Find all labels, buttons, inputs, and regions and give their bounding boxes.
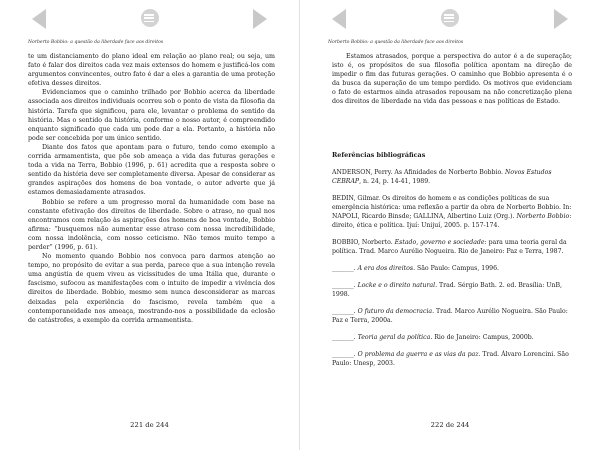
running-head: Norberto Bobbio: a questão da liberdade face aos direitos [28, 40, 164, 45]
paragraph: Bobbio se refere a um progresso moral da humanidade com base na constante efetivação dos direitos de liberdade. Sobre o atraso, no qual nos encontramos com relação às aspirações dos homens de boa vontade, Bobbio afirma: “busquemos não aumentar esse atraso com nossa incredibilidade, com nossa indolência, com nosso ceticismo. Não temos muito tempo a perder” (1996, p. 61). [28, 198, 275, 251]
reference-item: _______. Locke e o direito natural. Trad. Sérgio Bath. 2. ed. Brasília: UnB, 1998. [332, 282, 563, 298]
right-page [300, 0, 600, 450]
references-list [332, 168, 574, 376]
reference-item: BOBBIO, Norberto. Estado, governo e sociedade: para uma teoria geral da política. Trad. Marco Aurélio Nogueira. Rio de Janeiro: Paz e Terra, 1987. [332, 239, 567, 255]
prev-page-arrow-icon[interactable] [32, 9, 46, 29]
right-toolbar [300, 0, 600, 36]
next-page-arrow-icon[interactable] [253, 9, 267, 29]
section-title: Referências bibliográficas [332, 151, 426, 159]
reference-item: ANDERSON, Perry. As Afinidades de Norberto Bobbio. Novos Estudos CEBRAP, n. 24, p. 14-41, 1989. [332, 169, 552, 185]
left-body-text [28, 52, 275, 325]
reference-item: _______. A era dos direitos. São Paulo: Campus, 1996. [332, 265, 499, 272]
left-toolbar [0, 0, 299, 36]
paragraph: Diante dos fatos que apontam para o futuro, tendo como exemplo a corrida armamentista, que põe sob ameaça a vida das futuras gerações e toda a vida na Terra, Bobbio (1996, p. 61) acredita que a resposta sobre o sentido da história deve ser completamente diversa. Apesar de considerar as grandes aspirações dos homens de boa vontade, o autor adverte que já estamos demasiadamente atrasados. [28, 143, 275, 197]
menu-button[interactable] [441, 9, 459, 27]
reference-item: _______. O problema da guerra e as vias da paz. Trad. Álvaro Lorencini. São Paulo: Unesp, 2003. [332, 351, 569, 367]
paragraph: Evidenciamos que o caminho trilhado por Bobbio acerca da liberdade associada aos direitos individuais ocorreu sob o ponto de vista da filosofia da história. Tarefa que significou, para ele, levantar o problema do sentido da história. Mas o sentido da história, conforme o nosso autor, é compreendido enquanto significado que cada um pode dar a ela. Portanto, a história não pode ser concebida por um único sentido. [28, 89, 275, 142]
paragraph: te um distanciamento do plano ideal em relação ao plano real; ou seja, um fato é falar dos direitos cada vez mais extensos do homem e justificá-los com argumentos convincentes, outro fato é dar a eles a garantia de uma proteção efetiva desses direitos. [28, 53, 275, 88]
paragraph: Estamos atrasados, porque a perspectiva do autor é a de superação; isto é, os propósitos de sua filosofia política apontam na direção de impedir o fim das futuras gerações. O caminho que Bobbio apresenta é o da busca da superação de um tempo perdido. Os motivos que evidenciam o fato de estarmos ainda atrasados repousam na não concretização plena dos direitos de liberdade na vida das pessoas e nas políticas de Estado. [332, 53, 572, 106]
prev-page-arrow-icon[interactable] [332, 9, 346, 29]
reference-item: _______. O futuro da democracia. Trad. Marco Aurélio Nogueira. São Paulo: Paz e Terra, 2000a. [332, 308, 568, 324]
reference-item: BEDIN, Gilmar. Os direitos do homem e as condições políticas de sua emergência histórica: uma reflexão a partir da obra de Norberto Bobbio. In: NAPOLI, Ricardo Binsde; GALLINA, Albertino Luiz (Org.). Norberto Bobbio: direito, ética e política. Ijuí: Unijuí, 2005. p. 157-174. [332, 195, 572, 229]
right-body-text [332, 52, 572, 107]
paragraph: No momento quando Bobbio nos convoca para darmos atenção ao tempo, no propósito de evitar a sua perda, parece que a sua intenção revela uma angústia de quem viveu as vicissitudes de uma Itália que, durante o fascismo, sufocou as manifestações com o intuito de impedir a vivência dos direitos de liberdade. Bobbio, mesmo sem nunca desconsiderar as marcas deixadas pela experiência do fascismo, revela também que a contemporaneidade nos ameaça, mostrando-nos a possibilidade da eclosão de catástrofes, a exemplo da corrida armamentista. [28, 253, 275, 324]
running-head: Norberto Bobbio: a questão da liberdade face aos direitos [328, 40, 464, 45]
page-number: 222 de 244 [430, 421, 470, 429]
menu-button[interactable] [141, 9, 159, 27]
page-number: 221 de 244 [130, 421, 169, 429]
next-page-arrow-icon[interactable] [554, 9, 568, 29]
reference-item: _______. Teoria geral da política. Rio de Janeiro: Campus, 2000b. [332, 334, 534, 341]
